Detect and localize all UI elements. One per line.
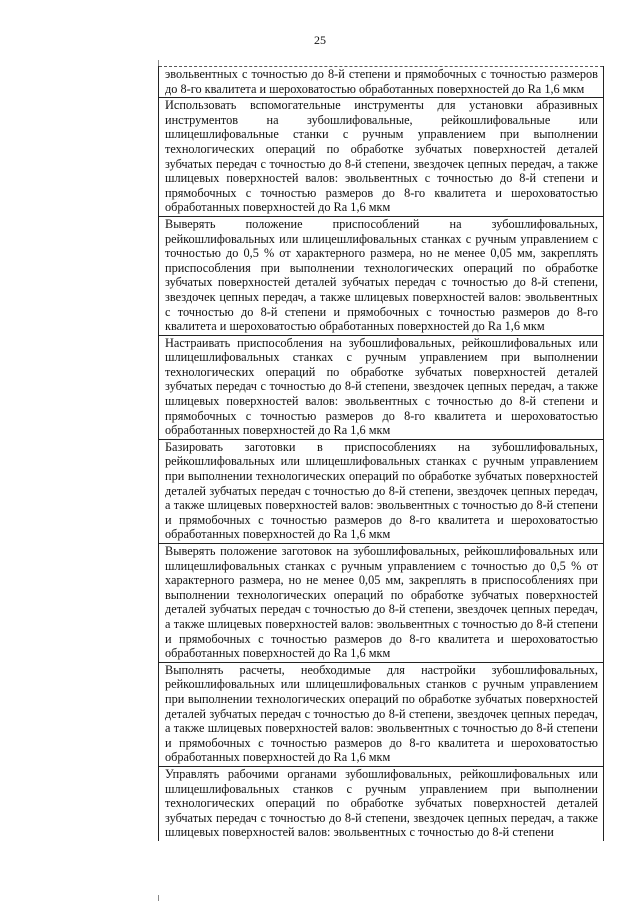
- table-row: [159, 662, 604, 766]
- table-cell: Выполнять расчеты, необходимые для настройки зубошлифовальных, рейкошлифовальных или шлицешлифовальных станков с ручным управлением при выполнении технологических операций по обработке зубчатых поверхностей деталей зубчатых передач с точностью до 8-й степени, звездочек цепных передач, а также шлицевых поверхностей валов: эвольвентных с точностью до 8-й степени и прямобочных с точностью размеров до 8-го квалитета и шероховатостью обработанных поверхностей до Ra 1,6 мкм: [159, 662, 604, 766]
- table-row: [159, 544, 604, 663]
- table-cell: Настраивать приспособления на зубошлифовальных, рейкошлифовальных или шлицешлифовальных станках с ручным управлением при выполнении технологических операций по обработке зубчатых поверхностей деталей зубчатых передач с точностью до 8-й степени, звездочек цепных передач, а также шлицевых поверхностей валов: эвольвентных с точностью до 8-й степени и прямобочных с точностью размеров до 8-го квалитета и шероховатостью обработанных поверхностей до Ra 1,6 мкм: [159, 335, 604, 439]
- table-row: [159, 439, 604, 543]
- skills-table: [158, 66, 604, 841]
- page-number: 25: [314, 33, 326, 47]
- table-row: [159, 335, 604, 439]
- table-cell: Базировать заготовки в приспособлениях на зубошлифовальных, рейкошлифовальных или шлицешлифовальных станках с ручным управлением при выполнении технологических операций по обработке зубчатых поверхностей деталей зубчатых передач с точностью до 8-й степени, звездочек цепных передач, а также шлицевых поверхностей валов: эвольвентных с точностью до 8-й степени и прямобочных с точностью размеров до 8-го квалитета и шероховатостью обработанных поверхностей до Ra 1,6 мкм: [159, 439, 604, 543]
- scan-artifact: [158, 895, 159, 901]
- table-cell: Выверять положение заготовок на зубошлифовальных, рейкошлифовальных или шлицешлифовальных станках с ручным управлением с точностью до 0,5 % от характерного размера, но не менее 0,05 мм, закреплять в приспособлениях при выполнении технологических операций по обработке зубчатых поверхностей деталей зубчатых передач с точностью до 8-й степени, звездочек цепных передач, а также шлицевых поверхностей валов: эвольвентных с точностью до 8-й степени и прямобочных с точностью размеров до 8-го квалитета и шероховатостью обработанных поверхностей до Ra 1,6 мкм: [159, 544, 604, 663]
- table-row: [159, 216, 604, 335]
- scan-artifact: [158, 60, 159, 66]
- table-cell: Управлять рабочими органами зубошлифовальных, рейкошлифовальных или шлицешлифовальных станков с ручным управлением при выполнении технологических операций по обработке зубчатых поверхностей деталей зубчатых передач с точностью до 8-й степени, звездочек цепных передач, а также шлицевых поверхностей валов: эвольвентных с точностью до 8-й степени: [159, 766, 604, 840]
- table-row: [159, 67, 604, 98]
- table-cell: эвольвентных с точностью до 8-й степени и прямобочных с точностью размеров до 8-го квалитета и шероховатостью обработанных поверхностей до Ra 1,6 мкм: [159, 67, 604, 98]
- table-row: [159, 98, 604, 217]
- table-cell: Использовать вспомогательные инструменты для установки абразивных инструментов на зубошлифовальные, рейкошлифовальные или шлицешлифовальные станки с ручным управлением при выполнении технологических операций по обработке зубчатых поверхностей деталей зубчатых передач с точностью до 8-й степени, звездочек цепных передач, а также шлицевых поверхностей валов: эвольвентных с точностью до 8-й степени и прямобочных с точностью размеров до 8-го квалитета и шероховатостью обработанных поверхностей до Ra 1,6 мкм: [159, 98, 604, 217]
- table-row: [159, 766, 604, 840]
- table-cell: Выверять положение приспособлений на зубошлифовальных, рейкошлифовальных или шлицешлифовальных станках с ручным управлением с точностью до 0,5 % от характерного размера, но не менее 0,05 мм, закреплять приспособления при выполнении технологических операций по обработке зубчатых поверхностей деталей зубчатых передач с точностью до 8-й степени, звездочек цепных передач, а также шлицевых поверхностей валов: эвольвентных с точностью до 8-й степени и прямобочных с точностью размеров до 8-го квалитета и шероховатостью обработанных поверхностей до Ra 1,6 мкм: [159, 216, 604, 335]
